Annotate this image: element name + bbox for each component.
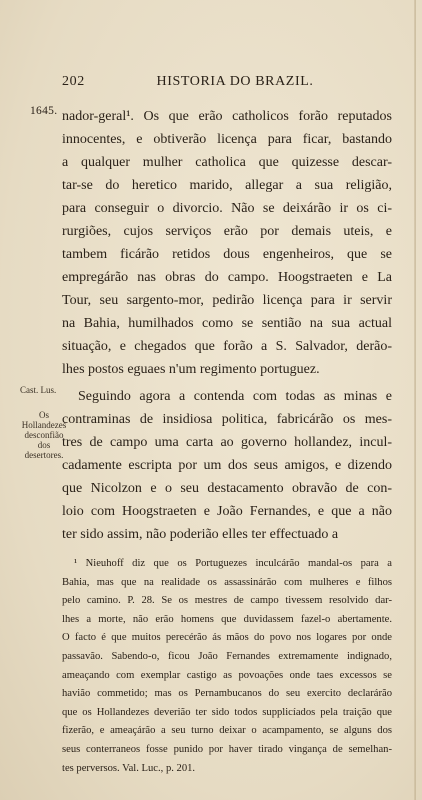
footnote-line: que os Hollandezes deverião ter sido todos supplicíados pela traição que	[62, 707, 392, 718]
running-title: HISTORIA DO BRAZIL.	[156, 74, 314, 89]
body-line: cadamente escripta por um dos seus amigos, e dizendo	[62, 458, 392, 473]
page-number: 202	[62, 74, 85, 89]
body-line: lhes postos eguaes n'um regimento portuguez.	[62, 362, 320, 377]
body-line: tambem ficárão retidos dous engenheiros, que se	[62, 247, 392, 262]
body-line: a qualquer mulher catholica que quizesse descar-	[62, 155, 392, 170]
body-line: contraminas de insidiosa politica, fabricárão os mes-	[62, 412, 392, 427]
margin-note-line: Hollandezes	[21, 420, 67, 430]
body-line: rurgiões, cujos serviços erão por demais uteis, e	[62, 224, 392, 239]
margin-note-line: Os	[38, 410, 49, 420]
margin-note-line: dos	[37, 440, 51, 450]
footnote-line: fizerão, e ameaçárão a seu turno deixar o acampamento, se alguns dos	[62, 725, 392, 736]
body-line: nador-geral¹. Os que erão catholicos forão reputados	[62, 109, 392, 124]
body-line: tres de campo uma carta ao governo hollandez, incul-	[62, 435, 392, 450]
margin-note-line: desconfião	[24, 430, 64, 440]
body-line: Seguindo agora a contenda com todas as minas e	[78, 389, 392, 404]
footnote-line: havião commetido; mas os Pernambucanos do seu exercito declarárão	[62, 688, 392, 699]
footnote-line: ¹ Nieuhoff diz que os Portuguezes inculcárão mandal-os para a	[74, 558, 392, 569]
footnote-line: lhes a morte, não erão homens que duvidassem fazel-o abertamente.	[62, 614, 392, 625]
page-edge	[414, 0, 416, 800]
body-line: na Bahia, humilhados como se sentião na sua actual	[62, 316, 392, 331]
margin-note-line: desertores.	[24, 450, 64, 460]
footnote-line: passavão. Sabendo-o, ficou João Fernandes extremamente indignado,	[62, 651, 392, 662]
margin-note-cast-lus: Cast. Lus.	[20, 385, 57, 395]
body-line: que Nicolzon e o seu destacamento obravão de con-	[62, 481, 392, 496]
body-line: empregárão nas obras do campo. Hoogstraeten e La	[62, 270, 392, 285]
footnote-line: pelo camino. P. 28. Se os mestres de campo tivessem resolvido dar-	[62, 595, 392, 606]
footnote-line: O facto é que muitos perecérão ás mãos do povo nos logares por onde	[62, 632, 392, 643]
footnote-line: Bahia, mas que na realidade os assassinárão com mulheres e filhos	[62, 577, 392, 588]
body-line: loio com Hoogstraeten e João Fernandes, e que a não	[62, 504, 392, 519]
body-line: innocentes, e obtiverão licença para ficar, bastando	[62, 132, 392, 147]
body-line: para conseguir o divorcio. Não se deixárão ir os ci-	[62, 201, 392, 216]
margin-year: 1645.	[30, 105, 58, 117]
body-line: tar-se do heretico marido, allegar a sua religião,	[62, 178, 392, 193]
body-line: Tour, seu sargento-mor, pedirão licença para ir servir	[62, 293, 392, 308]
footnote-line: ameaçando com exemplar castigo as povoações onde taes excessos se	[62, 670, 392, 681]
body-line: ter sido assim, não poderião elles ter effectuado a	[62, 527, 339, 542]
footnote-line: tes perversos. Val. Luc., p. 201.	[62, 763, 196, 774]
body-line: situação, e chegados que forão a S. Salvador, derão-	[62, 339, 392, 354]
footnote-line: seus conterraneos fosse punido por haver tirado vingança de semelhan-	[62, 744, 392, 755]
